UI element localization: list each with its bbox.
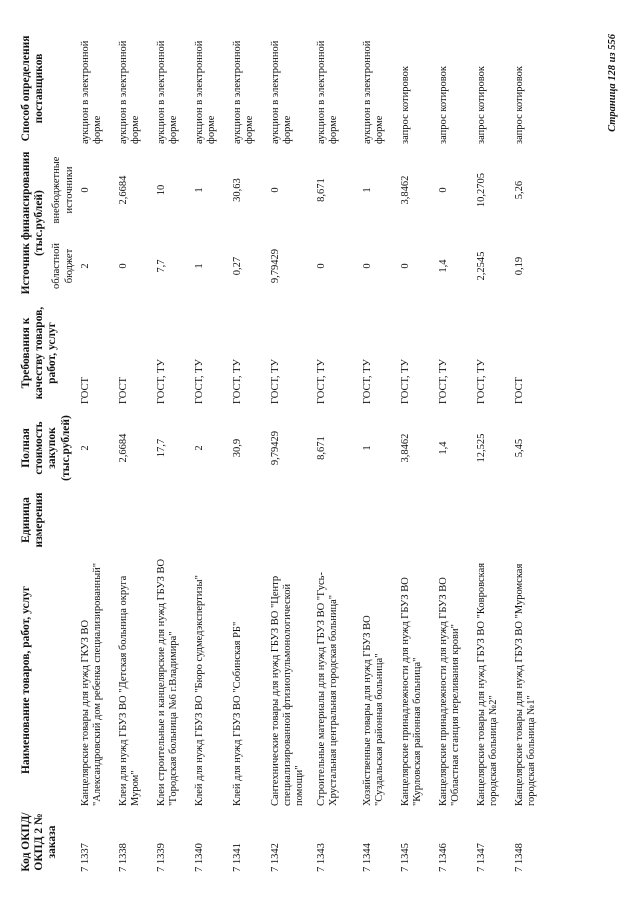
header-method: Способ определения поставщиков bbox=[20, 35, 46, 142]
row-name: Канцелярские принадлежности для нужд ГБУЗ ВО "Курловская районная больница" bbox=[399, 577, 423, 806]
order-number: 1338 bbox=[117, 843, 129, 865]
row-code bbox=[192, 809, 230, 875]
header-code: Код ОКПД/ ОКПД 2 № заказа bbox=[20, 812, 59, 872]
row-extra: 0 bbox=[437, 187, 449, 193]
row-regional: 0 bbox=[315, 263, 327, 269]
row-cost: 8,671 bbox=[315, 436, 327, 460]
row-name: Сантехнические товары для нужд ГБУЗ ВО "Центр специализированной фтизиопульмонологической помощи" bbox=[269, 575, 305, 806]
row-quality: ГОСТ bbox=[513, 377, 525, 404]
order-number: 1339 bbox=[155, 843, 167, 865]
order-number: 1345 bbox=[399, 843, 411, 865]
row-method: аукцион в электронной форме bbox=[361, 40, 385, 144]
row-regional: 9,79429 bbox=[269, 248, 281, 284]
row-method: аукцион в электронной форме bbox=[315, 40, 339, 144]
order-number: 1341 bbox=[231, 843, 243, 865]
row-quality: ГОСТ, ТУ bbox=[399, 359, 411, 404]
page-number: Страница 128 из 556 bbox=[607, 34, 618, 132]
header-name: Наименование товаров, работ, услуг bbox=[20, 585, 32, 775]
row-unit bbox=[436, 489, 474, 551]
code-prefix: 7 bbox=[475, 866, 487, 872]
row-code bbox=[512, 809, 550, 875]
row-method: запрос котировок bbox=[437, 66, 449, 144]
header-funding-regional: областной бюджет bbox=[51, 243, 75, 289]
row-unit bbox=[78, 489, 116, 551]
row-quality: ГОСТ bbox=[79, 377, 91, 404]
row-code bbox=[474, 809, 512, 875]
table-row bbox=[512, 30, 550, 875]
code-prefix: 7 bbox=[437, 866, 449, 872]
row-unit bbox=[230, 489, 268, 551]
row-method: запрос котировок bbox=[513, 66, 525, 144]
table-row bbox=[314, 30, 360, 875]
row-cost: 9,79429 bbox=[269, 430, 281, 466]
table-row bbox=[268, 30, 314, 875]
row-name: Хозяйственные товары для нужд ГБУЗ ВО "Суздальская районная больница" bbox=[361, 615, 385, 806]
code-prefix: 7 bbox=[231, 866, 243, 872]
row-regional: 0,27 bbox=[231, 256, 243, 276]
row-extra: 1 bbox=[361, 187, 373, 193]
row-cost: 2 bbox=[79, 445, 91, 451]
row-quality: ГОСТ, ТУ bbox=[361, 359, 373, 404]
row-extra: 10,2705 bbox=[475, 172, 487, 208]
row-code bbox=[116, 809, 154, 875]
row-method: аукцион в электронной форме bbox=[231, 40, 255, 144]
code-prefix: 7 bbox=[361, 866, 373, 872]
row-cost: 30,9 bbox=[231, 438, 243, 458]
order-number: 1346 bbox=[437, 843, 449, 865]
row-unit bbox=[398, 489, 436, 551]
row-extra: 5,26 bbox=[513, 180, 525, 200]
row-name: Канцелярские товары для нужд ГБУЗ ВО "Ковровская городская больница №2" bbox=[475, 562, 499, 806]
row-name: Клеи строительные и канцелярские для нужд ГБУЗ ВО "Городская больница №6 г.Владимира" bbox=[155, 558, 179, 806]
order-number: 1343 bbox=[315, 843, 327, 865]
row-extra: 0 bbox=[79, 187, 91, 193]
row-method: запрос котировок bbox=[399, 66, 411, 144]
row-method: аукцион в электронной форме bbox=[155, 40, 179, 144]
row-regional: 2,2545 bbox=[475, 251, 487, 281]
header-funding: Источник финансирования (тыс.рублей) bbox=[20, 151, 46, 295]
code-prefix: 7 bbox=[155, 866, 167, 872]
row-code bbox=[398, 809, 436, 875]
row-quality: ГОСТ, ТУ bbox=[155, 359, 167, 404]
row-code bbox=[314, 809, 360, 875]
row-cost: 3,8462 bbox=[399, 433, 411, 463]
row-quality: ГОСТ, ТУ bbox=[231, 359, 243, 404]
row-extra: 1 bbox=[193, 187, 205, 193]
code-prefix: 7 bbox=[79, 866, 91, 872]
order-number: 1342 bbox=[269, 843, 281, 865]
order-number: 1337 bbox=[79, 843, 91, 865]
row-extra: 30,63 bbox=[231, 178, 243, 202]
code-prefix: 7 bbox=[513, 866, 525, 872]
order-number: 1344 bbox=[361, 843, 373, 865]
table-row bbox=[230, 30, 268, 875]
row-cost: 1 bbox=[361, 445, 373, 451]
row-unit bbox=[360, 489, 398, 551]
header-cost: Полная стоимость закупок (тыс.рублей) bbox=[20, 415, 72, 481]
header-quality: Требования к качеству товаров, работ, услуг bbox=[20, 306, 59, 400]
order-number: 1347 bbox=[475, 843, 487, 865]
row-name: Канцелярские принадлежности для нужд ГБУЗ ВО "Областная станция переливания крови" bbox=[437, 577, 461, 806]
row-regional: 7,7 bbox=[155, 259, 167, 273]
code-prefix: 7 bbox=[269, 866, 281, 872]
row-extra: 0 bbox=[269, 187, 281, 193]
row-method: аукцион в электронной форме bbox=[117, 40, 141, 144]
row-cost: 12,525 bbox=[475, 433, 487, 463]
row-unit bbox=[192, 489, 230, 551]
code-prefix: 7 bbox=[315, 866, 327, 872]
row-cost: 2 bbox=[193, 445, 205, 451]
row-unit bbox=[474, 489, 512, 551]
header-unit: Единица измерения bbox=[20, 492, 46, 548]
row-method: аукцион в электронной форме bbox=[79, 40, 103, 144]
table-row bbox=[116, 30, 154, 875]
row-name: Клей для нужд ГБУЗ ВО "Бюро судмедэкспертизы" bbox=[193, 575, 205, 806]
row-regional: 0 bbox=[117, 263, 129, 269]
row-quality: ГОСТ, ТУ bbox=[315, 359, 327, 404]
row-extra: 3,8462 bbox=[399, 175, 411, 205]
row-quality: ГОСТ, ТУ bbox=[193, 359, 205, 404]
row-quality: ГОСТ, ТУ bbox=[269, 359, 281, 404]
row-cost: 1,4 bbox=[437, 441, 449, 455]
order-number: 1348 bbox=[513, 843, 525, 865]
row-unit bbox=[314, 489, 360, 551]
table-row bbox=[474, 30, 512, 875]
row-code bbox=[230, 809, 268, 875]
row-method: запрос котировок bbox=[475, 66, 487, 144]
row-code bbox=[360, 809, 398, 875]
code-prefix: 7 bbox=[399, 866, 411, 872]
table-row bbox=[398, 30, 436, 875]
table-row bbox=[154, 30, 192, 875]
row-code bbox=[268, 809, 314, 875]
row-unit bbox=[116, 489, 154, 551]
row-code bbox=[78, 809, 116, 875]
row-regional: 1 bbox=[193, 263, 205, 269]
row-unit bbox=[268, 489, 314, 551]
row-method: аукцион в электронной форме bbox=[269, 40, 293, 144]
row-name: Канцелярские товары для нужд ГКУЗ ВО "Александровский дом ребенка специализированный" bbox=[79, 562, 103, 806]
row-regional: 2 bbox=[79, 263, 91, 269]
row-code bbox=[154, 809, 192, 875]
row-extra: 8,671 bbox=[315, 178, 327, 202]
row-cost: 5,45 bbox=[513, 438, 525, 458]
row-extra: 2,6684 bbox=[117, 175, 129, 205]
row-name: Клеи для нужд ГБУЗ ВО "Детская больница округа Муром" bbox=[117, 575, 141, 806]
row-extra: 10 bbox=[155, 184, 167, 196]
row-quality: ГОСТ, ТУ bbox=[437, 359, 449, 404]
header-row bbox=[18, 30, 48, 875]
table-row bbox=[192, 30, 230, 875]
row-unit bbox=[512, 489, 550, 551]
header-funding-extra: внебюджетные источники bbox=[51, 156, 75, 224]
row-regional: 0 bbox=[399, 263, 411, 269]
procurement-table bbox=[18, 30, 550, 875]
row-unit bbox=[154, 489, 192, 551]
row-name: Канцелярские товары для нужд ГБУЗ ВО "Муромская городская больница №1" bbox=[513, 563, 537, 806]
table-row bbox=[78, 30, 116, 875]
code-prefix: 7 bbox=[193, 866, 205, 872]
code-prefix: 7 bbox=[117, 866, 129, 872]
row-regional: 0 bbox=[361, 263, 373, 269]
row-name: Строительные материалы для нужд ГБУЗ ВО "Гусь-Хрустальная центральная городская больница" bbox=[315, 572, 339, 806]
row-regional: 1,4 bbox=[437, 259, 449, 273]
row-code bbox=[436, 809, 474, 875]
order-number: 1340 bbox=[193, 843, 205, 865]
row-quality: ГОСТ bbox=[117, 377, 129, 404]
table-row bbox=[360, 30, 398, 875]
row-method: аукцион в электронной форме bbox=[193, 40, 217, 144]
table-row bbox=[436, 30, 474, 875]
row-name: Клей для нужд ГБУЗ ВО "Собинская РБ" bbox=[231, 621, 243, 806]
row-cost: 17,7 bbox=[155, 438, 167, 458]
row-regional: 0,19 bbox=[513, 256, 525, 276]
row-cost: 2,6684 bbox=[117, 433, 129, 463]
row-quality: ГОСТ, ТУ bbox=[475, 359, 487, 404]
